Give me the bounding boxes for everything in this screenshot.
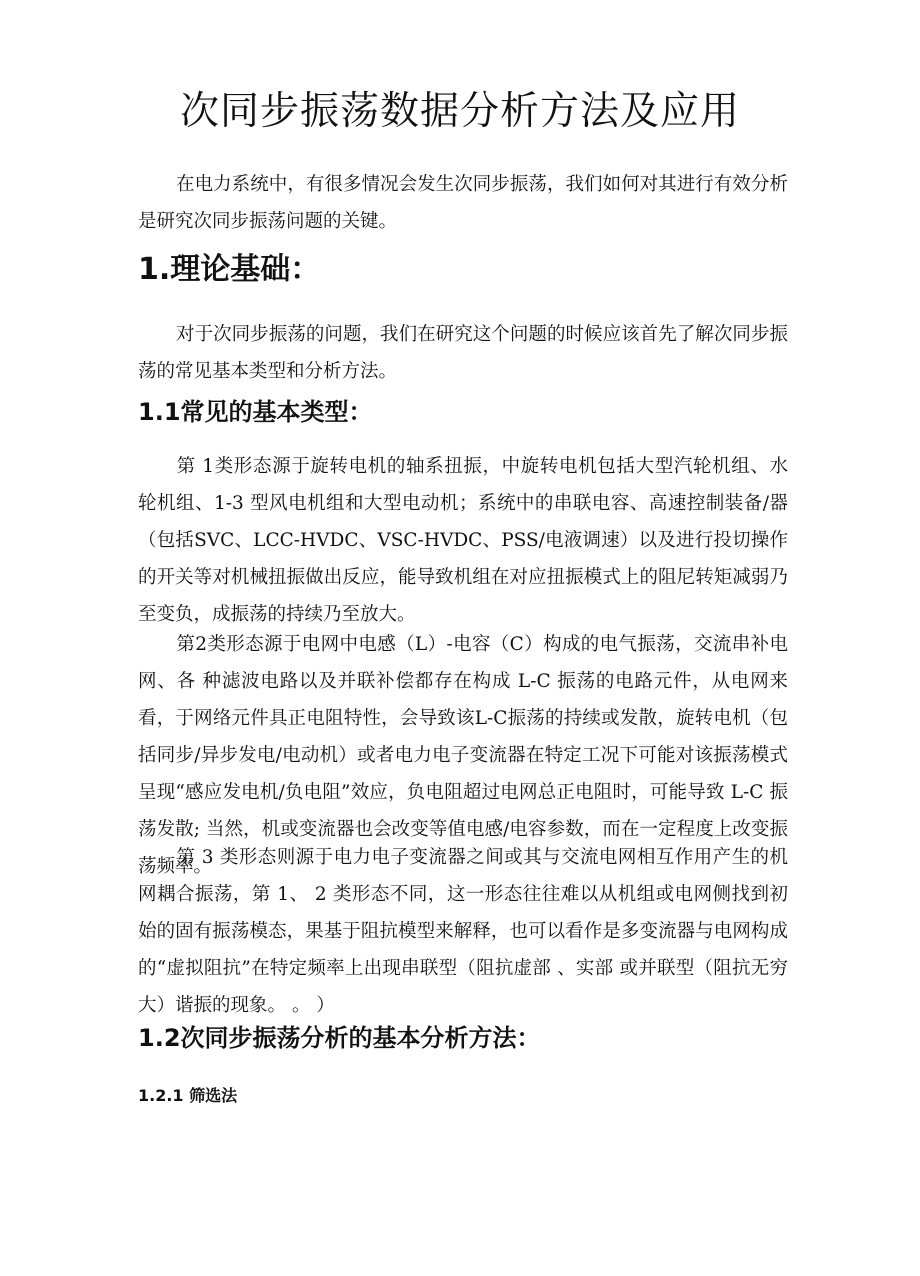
- intro-paragraph: [138, 166, 788, 240]
- section-1-heading: 1.理论基础：: [138, 252, 321, 287]
- type-3-text: 第 3 类形态则源于电力电子变流器之间或其与交流电网相互作用产生的机网耦合振荡，第 1、 2 类形态不同，这一形态往往难以从机组或电网侧找到初始的固有振荡模态，果基于阻抗模型来解释，也可以看作是多变流器与电网构成的“虚拟阻抗”在特定频率上出现串联型（阻抗虚部 、实部 或并联型（阻抗无穷大）谐振的现象。 。 ）: [138, 847, 788, 1016]
- type-2-text: 第2类形态源于电网中电感（L）-电容（C）构成的电气振荡，交流串补电网、各 种滤波电路以及并联补偿都存在构成 L-C 振荡的电路元件，从电网来看，于网络元件具正电阻特性，会导致该L-C振荡的持续或发散，旋转电机（包括同步/异步发电/电动机）或者电力电子变流器在特定工况下可能对该振荡模式呈现“感应发电机/负电阻”效应，负电阻超过电网总正电阻时，可能导致 L-C 振荡发散; 当然，机或变流器也会改变等值电感/电容参数，而在一定程度上改变振荡频率。: [138, 634, 788, 877]
- section-1-text: 对于次同步振荡的问题，我们在研究这个问题的时候应该首先了解次同步振荡的常见基本类型和分析方法。: [138, 324, 788, 382]
- document-title: 次同步振荡数据分析方法及应用: [179, 89, 740, 134]
- section-1-2-heading: 1.2次同步振荡分析的基本分析方法：: [138, 1024, 541, 1052]
- intro-text: 在电力系统中，有很多情况会发生次同步振荡，我们如何对其进行有效分析是研究次同步振荡问题的关键。: [138, 174, 788, 232]
- section-1-1-heading: 1.1常见的基本类型：: [138, 398, 373, 426]
- section-1-paragraph: [138, 316, 788, 390]
- section-1-2-1-heading: 1.2.1 筛选法: [138, 1086, 238, 1105]
- type-3-paragraph: [138, 839, 788, 1024]
- type-1-paragraph: [138, 448, 788, 633]
- type-1-text: 第 1类形态源于旋转电机的轴系扭振，中旋转电机包括大型汽轮机组、水 轮机组、1-3 型风电机组和大型电动机；系统中的串联电容、高速控制装备/器（包括SVC、LCC-HVDC、VSC-HVDC、PSS/电液调速）以及进行投切操作的开关等对机械扭振做出反应，能导致机组在对应扭振模式上的阻尼转矩减弱乃至变负，成振荡的持续乃至放大。: [138, 456, 788, 625]
